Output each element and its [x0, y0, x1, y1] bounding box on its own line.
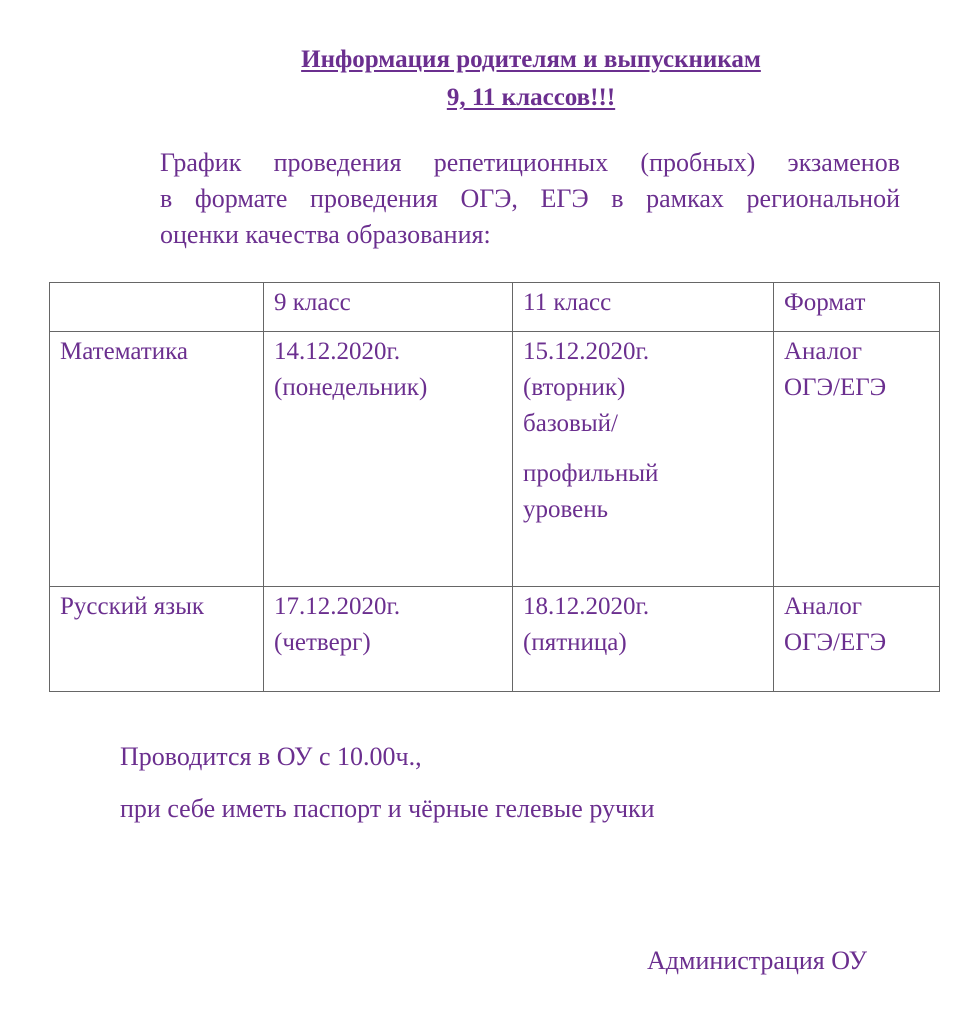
- signature: Администрация ОУ: [647, 946, 867, 975]
- subject-cell: [50, 587, 264, 692]
- subject-cell: [50, 332, 264, 587]
- intro-line: оценки качества образования:: [160, 220, 491, 249]
- table-header-row: [50, 283, 940, 332]
- header-cell-grade11: 11 класс: [513, 283, 774, 332]
- format-text: Аналог: [784, 338, 862, 365]
- exam-weekday: (вторник): [523, 374, 626, 401]
- format-cell: [774, 332, 940, 587]
- grade9-date-cell: [264, 587, 513, 692]
- paragraph-gap: [523, 442, 763, 456]
- table-row-russian: [50, 587, 940, 692]
- exam-weekday: (понедельник): [274, 374, 428, 401]
- exam-weekday: (четверг): [274, 629, 371, 656]
- intro-line: в формате проведения ОГЭ, ЕГЭ в рамках региональной: [160, 184, 900, 213]
- exam-date: 14.12.2020г.: [274, 338, 401, 365]
- header-cell-grade9: 9 класс: [264, 283, 513, 332]
- format-cell: [774, 587, 940, 692]
- subject-name: Русский язык: [60, 593, 205, 620]
- intro-paragraph: [160, 145, 900, 253]
- format-text: ОГЭ/ЕГЭ: [784, 629, 887, 656]
- exam-level: базовый/: [523, 410, 618, 437]
- header-cell-format: Формат: [774, 283, 940, 332]
- exam-level: уровень: [523, 496, 609, 523]
- note-time-location: Проводится в ОУ с 10.00ч.,: [120, 742, 422, 771]
- grade9-date-cell: [264, 332, 513, 587]
- format-text: ОГЭ/ЕГЭ: [784, 374, 887, 401]
- exam-date: 17.12.2020г.: [274, 593, 401, 620]
- table-row-math: [50, 332, 940, 587]
- grade11-date-cell: [513, 332, 774, 587]
- exam-date: 15.12.2020г.: [523, 338, 650, 365]
- grade11-date-cell: [513, 587, 774, 692]
- header-cell-empty: [50, 283, 264, 332]
- exam-date: 18.12.2020г.: [523, 593, 650, 620]
- intro-line: График проведения репетиционных (пробных) экзаменов: [160, 148, 900, 177]
- announcement-title-line-2: 9, 11 классов!!!: [446, 84, 616, 111]
- note-requirements: при себе иметь паспорт и чёрные гелевые ручки: [120, 794, 655, 823]
- exam-weekday: (пятница): [523, 629, 627, 656]
- subject-name: Математика: [60, 338, 188, 365]
- exam-level: профильный: [523, 460, 659, 487]
- format-text: Аналог: [784, 593, 862, 620]
- exam-schedule-table: [49, 282, 940, 692]
- announcement-title-line-1: Информация родителям и выпускникам: [301, 46, 761, 73]
